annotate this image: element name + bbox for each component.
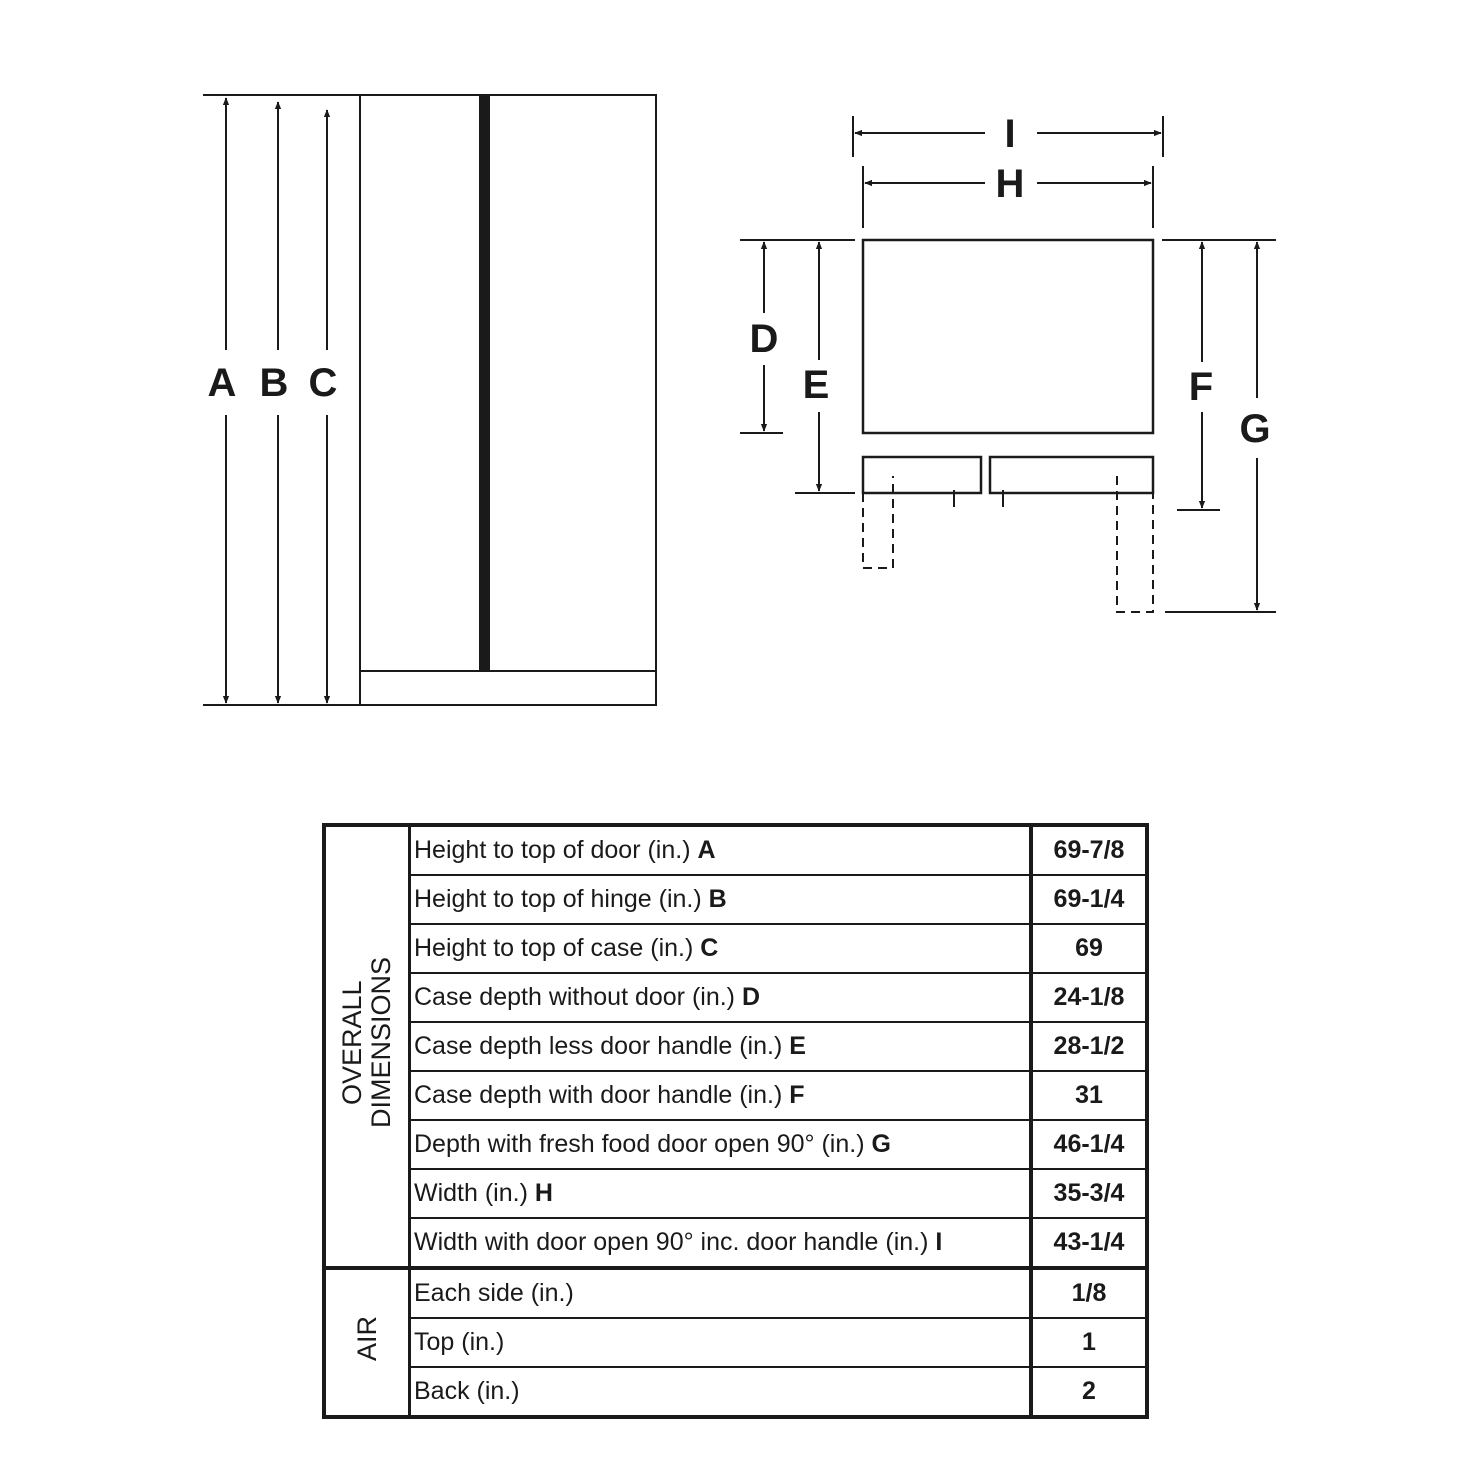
- row-value: 69-1/4: [1031, 875, 1147, 924]
- row-label-text: Back (in.): [414, 1377, 520, 1405]
- table-row: [324, 825, 1147, 875]
- row-label-text: Width with door open 90° inc. door handle (in.): [414, 1228, 929, 1256]
- row-label: [410, 1218, 1032, 1268]
- row-value: 46-1/4: [1031, 1120, 1147, 1169]
- row-letter: F: [789, 1081, 805, 1109]
- table-row: [324, 1218, 1147, 1268]
- table-row: [324, 1071, 1147, 1120]
- left-door-open-outline: [863, 476, 893, 568]
- row-label-text: Case depth without door (in.): [414, 983, 736, 1011]
- group-label-line: AIR: [351, 1316, 382, 1362]
- left-door-top: [863, 457, 981, 493]
- label-a: A: [207, 361, 237, 405]
- right-door-top: [990, 457, 1153, 493]
- group-label-line: DIMENSIONS: [366, 957, 396, 1129]
- row-letter: E: [789, 1032, 806, 1060]
- row-value: 24-1/8: [1031, 973, 1147, 1022]
- row-letter: D: [741, 983, 761, 1011]
- row-letter: G: [871, 1130, 891, 1158]
- row-value: 1/8: [1031, 1268, 1147, 1318]
- row-label: [410, 1120, 1032, 1169]
- row-label-text: Case depth less door handle (in.): [414, 1032, 783, 1060]
- case-top-outline: [863, 240, 1153, 433]
- label-b: B: [259, 361, 289, 405]
- row-label: [410, 875, 1032, 924]
- row-label: [410, 1367, 1032, 1417]
- row-value: 31: [1031, 1071, 1147, 1120]
- row-letter: H: [534, 1179, 553, 1207]
- row-label: [410, 973, 1032, 1022]
- refrigerator-front-outline: [360, 95, 656, 705]
- row-label-text: Depth with fresh food door open 90° (in.): [414, 1130, 865, 1158]
- group-label-overall-dimensions: [324, 825, 410, 1268]
- table-row: [324, 973, 1147, 1022]
- table-row: [324, 1169, 1147, 1218]
- row-label: [410, 1268, 1032, 1318]
- row-label: [410, 924, 1032, 973]
- row-label-text: Case depth with door handle (in.): [414, 1081, 783, 1109]
- row-letter: B: [708, 885, 727, 913]
- row-label-text: Height to top of case (in.): [414, 934, 694, 962]
- row-letter: A: [697, 836, 716, 864]
- right-door-open-outline: [1117, 476, 1153, 612]
- row-label: [410, 1071, 1032, 1120]
- label-i: I: [1004, 112, 1016, 156]
- table-row: [324, 1022, 1147, 1071]
- table-row: [324, 1268, 1147, 1318]
- row-label-text: Each side (in.): [414, 1279, 574, 1307]
- label-e: E: [802, 363, 830, 407]
- row-value: 69: [1031, 924, 1147, 973]
- group-label-line: OVERALL: [337, 980, 367, 1106]
- label-h: H: [995, 162, 1025, 206]
- door-divider: [479, 95, 490, 671]
- row-letter: C: [700, 934, 719, 962]
- table-row: [324, 1120, 1147, 1169]
- table-row: [324, 1367, 1147, 1417]
- label-c: C: [308, 361, 338, 405]
- row-label-text: Height to top of hinge (in.): [414, 885, 702, 913]
- row-value: 35-3/4: [1031, 1169, 1147, 1218]
- row-letter: I: [935, 1228, 943, 1256]
- row-value: 28-1/2: [1031, 1022, 1147, 1071]
- overall-dimensions-group: [324, 825, 1147, 1268]
- table-row: [324, 1318, 1147, 1367]
- table-row: [324, 875, 1147, 924]
- row-label: [410, 1169, 1032, 1218]
- row-value: 2: [1031, 1367, 1147, 1417]
- air-group: [324, 1268, 1147, 1417]
- row-value: 69-7/8: [1031, 825, 1147, 875]
- row-label: [410, 825, 1032, 875]
- row-value: 43-1/4: [1031, 1218, 1147, 1268]
- row-label-text: Width (in.): [414, 1179, 528, 1207]
- group-label-air: [324, 1268, 410, 1417]
- row-label-text: Height to top of door (in.): [414, 836, 691, 864]
- row-label: [410, 1318, 1032, 1367]
- table-row: [324, 924, 1147, 973]
- label-g: G: [1239, 407, 1271, 451]
- label-d: D: [749, 317, 779, 361]
- row-label: [410, 1022, 1032, 1071]
- dimensions-table: [322, 823, 1149, 1419]
- row-value: 1: [1031, 1318, 1147, 1367]
- label-f: F: [1188, 365, 1214, 409]
- row-label-text: Top (in.): [414, 1328, 505, 1356]
